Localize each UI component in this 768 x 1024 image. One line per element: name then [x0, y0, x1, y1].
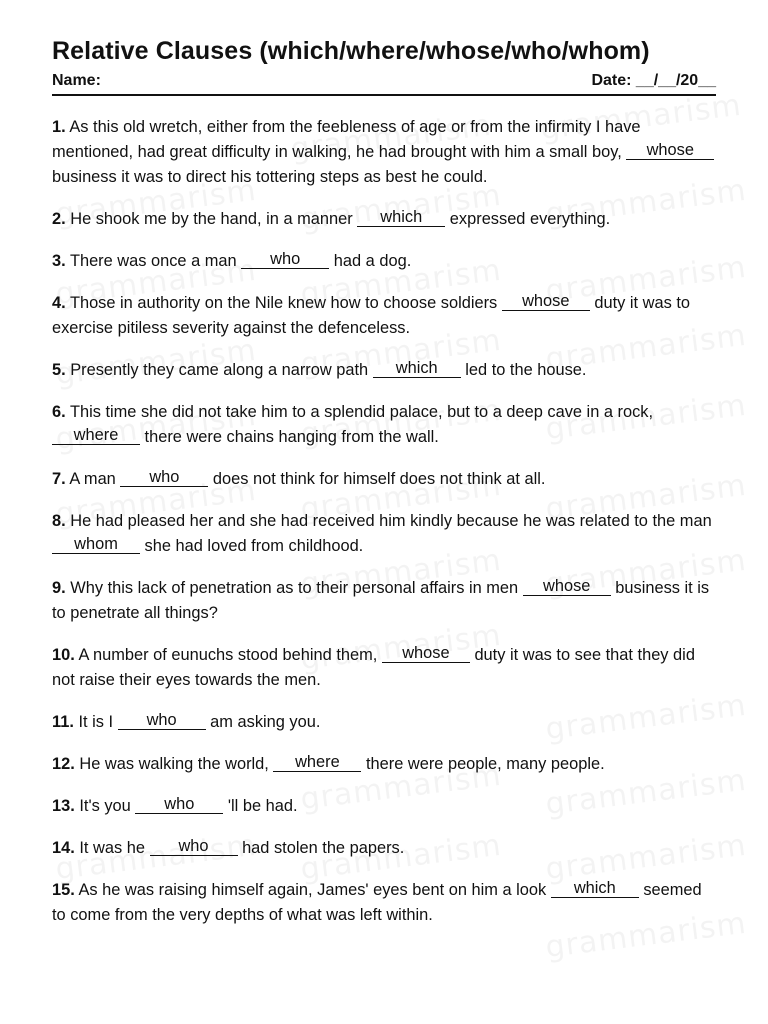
answer-blank[interactable]: which: [373, 360, 461, 378]
question-12: [52, 752, 716, 777]
question-text: Those in authority on the Nile knew how to choose soldiers: [69, 294, 502, 312]
answer-blank[interactable]: whose: [382, 645, 470, 663]
question-text: had a dog.: [329, 252, 412, 270]
question-text: there were people, many people.: [361, 755, 605, 773]
answer-blank[interactable]: whose: [502, 293, 590, 311]
question-text: expressed everything.: [445, 210, 611, 228]
question-text: business it is to penetrate all things?: [52, 579, 710, 622]
answer-blank[interactable]: who: [241, 251, 329, 269]
answer-blank[interactable]: who: [150, 838, 238, 856]
question-text: This time she did not take him to a splendid palace, but to a deep cave in a rock,: [69, 403, 654, 421]
question-text: It is I: [78, 713, 118, 731]
question-number: 6.: [52, 403, 66, 421]
question-number: 11.: [52, 713, 74, 731]
question-text: A man: [69, 470, 121, 488]
question-text: there were chains hanging from the wall.: [140, 428, 439, 446]
answer-blank[interactable]: which: [551, 880, 639, 898]
answer-blank[interactable]: whose: [626, 142, 714, 160]
question-text: There was once a man: [69, 252, 242, 270]
question-5: [52, 358, 716, 383]
question-number: 7.: [52, 470, 66, 488]
question-10: [52, 643, 716, 693]
question-text: led to the house.: [460, 361, 587, 379]
question-number: 10.: [52, 646, 75, 664]
question-text: Why this lack of penetration as to their personal affairs in men: [70, 579, 523, 597]
question-number: 13.: [52, 797, 75, 815]
question-text: business it was to direct his tottering steps as best he could.: [52, 168, 488, 186]
question-13: [52, 794, 716, 819]
question-text: He had pleased her and she had received him kindly because he was related to the man: [70, 512, 712, 530]
question-text: she had loved from childhood.: [140, 537, 364, 555]
question-text: A number of eunuchs stood behind them,: [78, 646, 382, 664]
question-number: 4.: [52, 294, 66, 312]
answer-blank[interactable]: where: [52, 427, 140, 445]
question-text: duty it was to see that they did not raise their eyes towards the men.: [52, 646, 695, 689]
question-text: 'll be had.: [223, 797, 298, 815]
question-text: does not think for himself does not think at all.: [208, 470, 546, 488]
question-text: seemed to come from the very depths of what was left within.: [52, 881, 702, 924]
question-11: [52, 710, 716, 735]
question-3: [52, 249, 716, 274]
question-7: [52, 467, 716, 492]
question-number: 5.: [52, 361, 66, 379]
question-2: [52, 207, 716, 232]
question-number: 12.: [52, 755, 75, 773]
question-4: [52, 291, 716, 341]
question-number: 2.: [52, 210, 66, 228]
answer-blank[interactable]: who: [120, 469, 208, 487]
question-text: As this old wretch, either from the feebleness of age or from the infirmity I have mentioned, had great difficulty in walking, he had brought with him a small boy,: [52, 118, 641, 161]
worksheet-title: Relative Clauses (which/where/whose/who/whom): [52, 37, 650, 65]
question-text: It's you: [79, 797, 136, 815]
question-8: [52, 509, 716, 559]
question-text: am asking you.: [205, 713, 321, 731]
worksheet-page: [52, 34, 716, 945]
question-number: 15.: [52, 881, 75, 899]
date-field: [591, 72, 716, 90]
answer-blank[interactable]: who: [118, 712, 206, 730]
answer-blank[interactable]: whose: [523, 578, 611, 596]
date-label: Date:: [591, 72, 632, 89]
answer-blank[interactable]: which: [357, 209, 445, 227]
question-text: He shook me by the hand, in a manner: [70, 210, 358, 228]
question-text: Presently they came along a narrow path: [70, 361, 373, 379]
question-list: [52, 115, 716, 928]
question-number: 8.: [52, 512, 66, 530]
answer-blank[interactable]: who: [135, 796, 223, 814]
question-6: [52, 400, 716, 450]
question-number: 1.: [52, 118, 66, 136]
answer-blank[interactable]: whom: [52, 536, 140, 554]
question-number: 3.: [52, 252, 66, 270]
question-1: [52, 115, 716, 190]
answer-blank[interactable]: where: [273, 754, 361, 772]
question-text: As he was raising himself again, James' eyes bent on him a look: [78, 881, 551, 899]
question-number: 14.: [52, 839, 75, 857]
question-text: had stolen the papers.: [237, 839, 405, 857]
name-label: Name:: [52, 72, 101, 89]
question-9: [52, 576, 716, 626]
question-text: It was he: [79, 839, 150, 857]
question-15: [52, 878, 716, 928]
question-14: [52, 836, 716, 861]
question-number: 9.: [52, 579, 66, 597]
question-text: He was walking the world,: [79, 755, 274, 773]
header-fields: [52, 72, 716, 96]
date-blank: __/__/20__: [635, 72, 716, 89]
question-text: duty it was to exercise pitiless severity against the defenceless.: [52, 294, 691, 337]
